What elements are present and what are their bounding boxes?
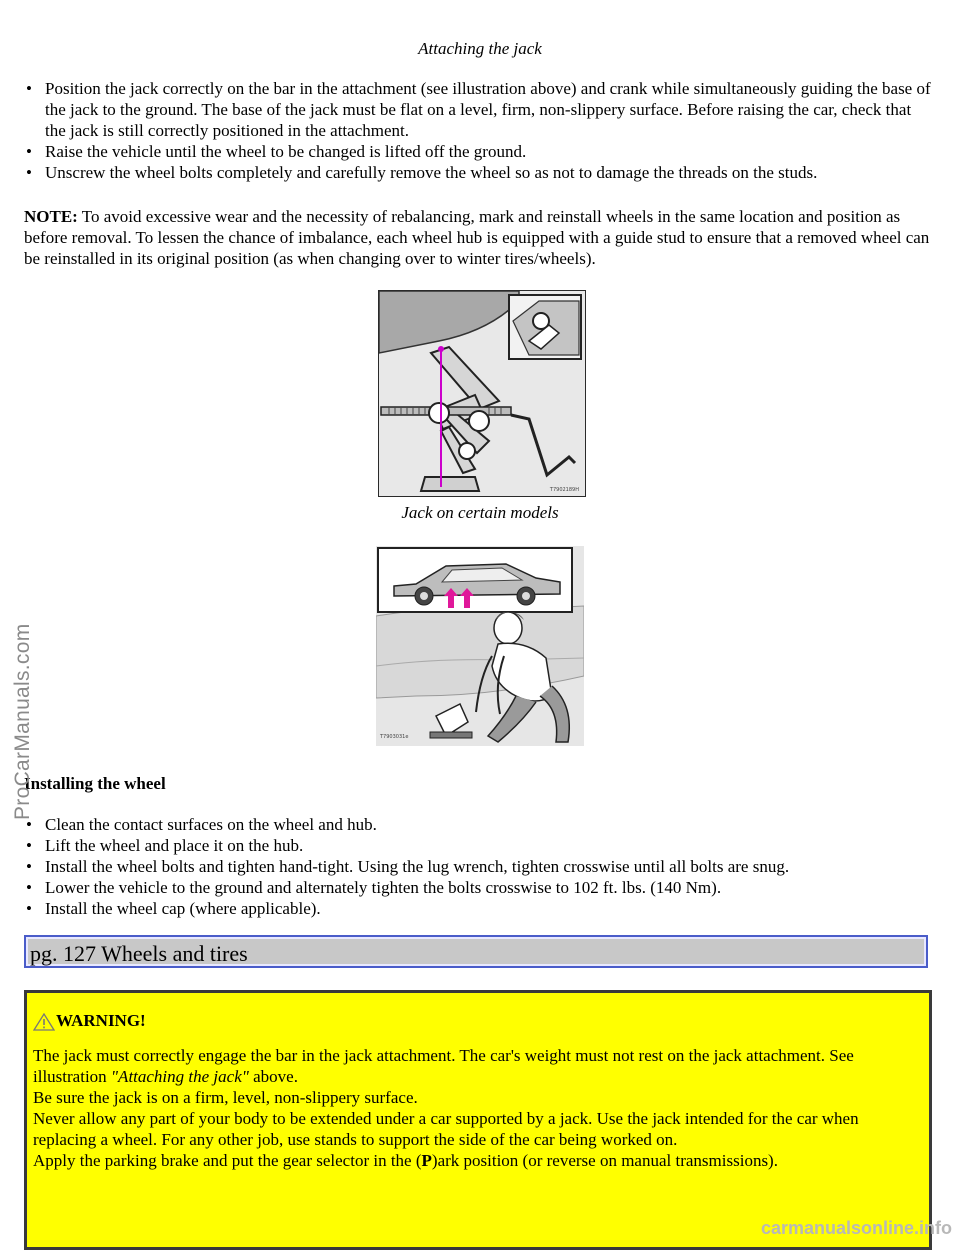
warning-title-row <box>33 1005 923 1031</box>
jack-illustration <box>378 290 586 497</box>
park-letter: P <box>421 1151 432 1170</box>
warning-box <box>24 990 932 1250</box>
list-item: • Unscrew the wheel bolts completely and carefully remove the wheel so as not to damage the threads on the studs. <box>24 162 936 183</box>
section-title: Attaching the jack <box>418 39 542 58</box>
figure-code: T7902189H <box>549 487 579 493</box>
list-item: • Clean the contact surfaces on the wheel and hub. <box>24 814 936 835</box>
warning-text: above. <box>248 1067 298 1086</box>
list-item: • Raise the vehicle until the wheel to be changed is lifted off the ground. <box>24 141 936 162</box>
note-text: To avoid excessive wear and the necessity of rebalancing, mark and reinstall wheels in the same location and position as before removal. To lessen the chance of imbalance, each wheel hub is equipped with a guide stud to ensure that a removed wheel can be reinstalled in its original position (as when changing over to winter tires/wheels). <box>24 207 930 268</box>
note-paragraph <box>24 206 936 269</box>
jack-drawing <box>379 291 585 496</box>
figure-code: T7903031e <box>380 734 409 740</box>
installing-heading: Installing the wheel <box>24 774 166 793</box>
watermark-bottom: carmanualsonline.info <box>760 1218 952 1238</box>
list-item: • Position the jack correctly on the bar in the attachment (see illustration above) and crank while simultaneously guiding the base of the jack to the ground. The base of the jack must be flat on a level, firm, non-slippery surface. Before raising the car, check that the jack is still correctly positioned in the attachment. <box>24 78 936 141</box>
jack-steps-list <box>24 78 936 183</box>
installing-steps-list <box>24 814 936 919</box>
list-item: • Install the wheel bolts and tighten hand-tight. Using the lug wrench, tighten crosswise until all bolts are snug. <box>24 856 936 877</box>
list-item: • Install the wheel cap (where applicable). <box>24 898 936 919</box>
list-item: • Lift the wheel and place it on the hub. <box>24 835 936 856</box>
warning-text: The jack must correctly engage the bar in the jack attachment. The car's weight must not rest on the jack attachment. See illustration <box>33 1046 854 1086</box>
warning-title: WARNING! <box>56 1011 146 1030</box>
figure-caption: Jack on certain models <box>401 503 559 522</box>
person-jack-drawing <box>376 546 584 746</box>
page-header-bar: pg. 127 Wheels and tires <box>24 935 928 968</box>
warning-triangle-icon <box>33 1013 55 1031</box>
warning-line: )ark position (or reverse on manual transmissions). <box>431 1151 778 1170</box>
warning-line: Apply the parking brake and put the gear selector in the ( <box>33 1151 422 1170</box>
warning-paragraph <box>33 1045 923 1171</box>
list-item: • Lower the vehicle to the ground and alternately tighten the bolts crosswise to 102 ft. lbs. (140 Nm). <box>24 877 936 898</box>
warning-reference: "Attaching the jack" <box>110 1067 249 1086</box>
note-label: NOTE: <box>24 207 78 226</box>
warning-line: Be sure the jack is on a firm, level, non-slippery surface. <box>33 1088 418 1107</box>
jack-position-illustration <box>376 546 584 746</box>
watermark-left: ProCarManuals.com <box>11 623 34 820</box>
warning-line: Never allow any part of your body to be extended under a car supported by a jack. Use the jack intended for the car when replacing a wheel. For any other job, use stands to support the side of the car being worked on. <box>33 1109 859 1149</box>
